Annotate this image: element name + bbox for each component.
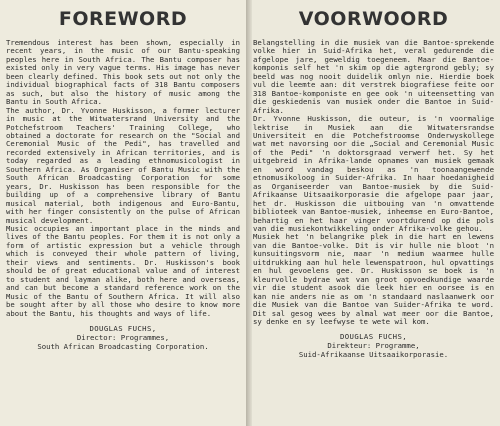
voorwoord-page xyxy=(246,0,500,426)
foreword-heading: FOREWORD xyxy=(58,8,188,30)
foreword-paragraph: The author, Dr. Yvonne Huskisson, a former lecturer in music at the Witwatersrand University and the Potchefstroom Teachers' Training College, who obtained a doctorate for research on the "Social and Ceremonial Music of the Pedi", has travelled and recorded extensively in African territories, and is today regarded as a leading ethnomusicologist in Southern Africa. As Organiser of Bantu Music with the South African Broadcasting Corporation for some years, Dr. Huskisson has been responsible for the building up of a comprehensive library of Bantu musical material, both indigenous and Euro-Bantu, with her finger consistently on the pulse of African musical development. xyxy=(6,105,240,225)
voorwoord-signature xyxy=(253,332,494,359)
foreword-paragraph: Tremendous interest has been shown, especially in recent years, in the music of our Bantu-speaking peoples here in South Africa. The Bantu composer has existed only in very vague terms. His image has never been clearly defined. This book sets out not only the individual biographical facts of 318 Bantu composers as such, but also the history of music among the Bantu in South Africa. xyxy=(6,38,240,107)
signatory-title: Direkteur: Programme, xyxy=(327,341,420,351)
voorwoord-body xyxy=(253,39,494,326)
foreword-paragraph: Music occupies an important place in the minds and lives of the Bantu peoples. For them it is not only a form of artistic expression but a vehicle through which is conveyed their whole pattern of living, their views and sentiments. Dr. Huskisson's book should be of great educational value and of interest to student and layman alike, both here and overseas, and can but become a standard reference work on the Music of the Bantu of Southern Africa. It will also be sought after by all those who desire to know more about the Bantu, his thoughts and ways of life. xyxy=(6,223,240,318)
signatory-organisation: Suid-Afrikaanse Uitsaaikorporasie. xyxy=(298,350,449,360)
foreword-signature xyxy=(6,324,240,351)
signatory-organisation: South African Broadcasting Corporation. xyxy=(37,341,209,351)
voorwoord-paragraph: Dr. Yvonne Huskisson, die outeur, is 'n voormalige lektrise in Musiek aan die Witwatersrandse Universiteit en die Potchefstroomse Onderwyskollege wat met navorsing oor die „Social and Ceremonial Music of the Pedi" 'n doktorsgraad verwerf het. Sy het uitgebreid in Afrika-lande opnames van musiek gemaak en word vandag beskou as 'n toonaangewende etnomusikoloog in Suider-Afrika. In haar hoedanigheid as Organiseerder van Bantoe-musiek by die Suid-Afrikaanse Uitsaaikorporasie die afgelope paar jaar, het dr. Huskisson die uitbouing van 'n omvattende biblioteek van Bantoe-musiek, inheemse en Euro-Bantoe, behartig en het haar vinger voortdurend op die pols van die musiekontwikkeling onder Afrika-volke gehou. xyxy=(253,114,494,233)
signatory-title: Director: Programmes, xyxy=(76,332,170,342)
foreword-page xyxy=(0,0,246,426)
signatory-name: DOUGLAS FUCHS, xyxy=(339,332,408,342)
voorwoord-heading: VOORWOORD xyxy=(298,8,449,30)
voorwoord-paragraph: Belangstelling in die musiek van die Bantoe-sprekende volke hier in Suid-Afrika het, veral gedurende die afgelope jare, geweldig toegeneem. Maar die Bantoe-komponis self het 'n skim op die agtergrond gebly; sy beeld was nog nooit duidelik omlyn nie. Hierdie boek vul die leemte aan: dit verstrek biografiese feite oor 318 Bantoe-komponiste en gee ook 'n uiteensetting van die geskiedenis van musiek onder die Bantoe in Suid-Afrika. xyxy=(253,38,494,115)
book-gutter xyxy=(246,0,252,426)
foreword-body xyxy=(6,39,240,318)
voorwoord-paragraph: Musiek het 'n belangrike plek in die hart en lewens van die Bantoe-volke. Dit is vir hulle nie bloot 'n kunsuitingsvorm nie, maar 'n medium waarmee hulle uitdrukking aan hul hele lewenspatroon, hul opvattings en hul gevoelens gee. Dr. Huskisson se boek is 'n kleurvolle bydrae wat van groot opvoedkundige waarde vir die student asook die leek hier en oorsee is en kan nie anders nie as om 'n standaard naslaanwerk oor die Musiek van die Bantoe van Suider-Afrika te word. Dit sal gesog wees by almal wat meer oor die Bantoe, sy denke en sy leefwyse te wete wil kom. xyxy=(253,232,494,326)
signatory-name: DOUGLAS FUCHS, xyxy=(89,323,157,333)
